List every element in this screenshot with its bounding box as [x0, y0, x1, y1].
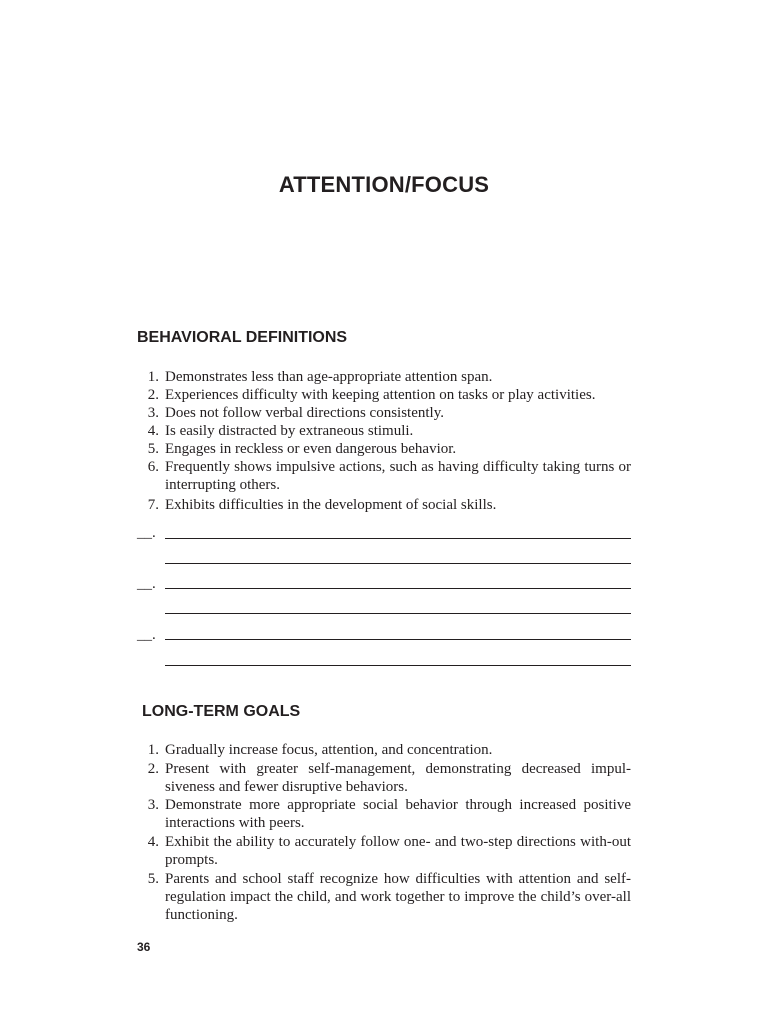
goal-text: Demonstrate more appropriate social behavior through increased positive interactions with peers. — [165, 797, 631, 831]
definition-text: Experiences difficulty with keeping attention on tasks or play activities. — [165, 387, 596, 403]
goal-number: 3. — [147, 797, 159, 813]
blank-entry-line — [165, 613, 631, 614]
goal-text: Gradually increase focus, attention, and concentration. — [165, 742, 493, 758]
definition-number: 3. — [147, 405, 159, 421]
definition-number: 2. — [147, 387, 159, 403]
page-title: ATTENTION/FOCUS — [278, 172, 490, 197]
blank-entry-line — [165, 563, 631, 564]
definition-text: Does not follow verbal directions consistently. — [165, 405, 444, 421]
blank-entry-line — [165, 588, 631, 589]
goal-text: Parents and school staff recognize how difficulties with attention and self-regulation impact the child, and work together to improve the child’s over-all functioning. — [165, 871, 631, 923]
definition-text: Is easily distracted by extraneous stimuli. — [165, 423, 414, 439]
goal-number: 4. — [147, 834, 159, 850]
goal-text: Present with greater self-management, demonstrating decreased impul-siveness and fewer disruptive behaviors. — [165, 761, 631, 795]
blank-entry-line — [165, 665, 631, 666]
definition-text: Demonstrates less than age-appropriate attention span. — [165, 369, 493, 385]
definition-number: 7. — [147, 497, 159, 513]
blank-entry-marker: __. — [137, 525, 156, 541]
goal-number: 1. — [147, 742, 159, 758]
definition-text: Frequently shows impulsive actions, such as having difficulty taking turns or interrupting others. — [165, 459, 631, 493]
blank-entry-line — [165, 538, 631, 539]
blank-entry-line — [165, 639, 631, 640]
definition-number: 5. — [147, 441, 159, 457]
blank-entry-marker: __. — [137, 627, 156, 643]
page-number: 36 — [137, 940, 151, 954]
goal-number: 5. — [147, 871, 159, 887]
behavioral-definitions-heading: BEHAVIORAL DEFINITIONS — [137, 329, 348, 346]
definition-text: Exhibits difficulties in the development of social skills. — [165, 497, 497, 513]
definition-number: 4. — [147, 423, 159, 439]
long-term-goals-heading: LONG-TERM GOALS — [142, 703, 301, 720]
blank-entry-marker: __. — [137, 576, 156, 592]
goal-text: Exhibit the ability to accurately follow one- and two-step directions with-out prompts. — [165, 834, 631, 868]
definition-number: 1. — [147, 369, 159, 385]
definition-text: Engages in reckless or even dangerous behavior. — [165, 441, 457, 457]
goal-number: 2. — [147, 761, 159, 777]
definition-number: 6. — [147, 459, 159, 475]
